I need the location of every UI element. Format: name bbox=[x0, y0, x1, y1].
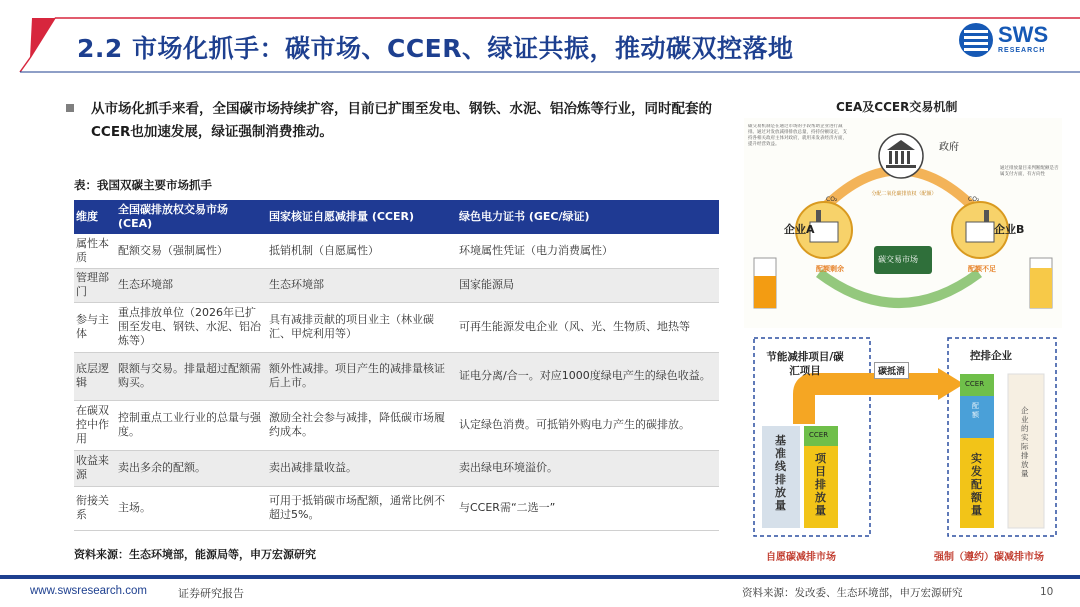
table-row bbox=[74, 400, 719, 450]
diagram1-title: CEA及CCER交易机制 bbox=[836, 100, 958, 114]
government-building-icon bbox=[879, 134, 923, 178]
logo-subtext: RESEARCH bbox=[998, 47, 1046, 54]
company-a-label: 企业A bbox=[784, 223, 815, 236]
sws-logo bbox=[958, 20, 1058, 64]
company-b-label: 企业B bbox=[994, 223, 1025, 236]
table-caption: 表：我国双碳主要市场抓手 bbox=[74, 178, 212, 192]
cell-gec: 证电分离/合一。对应1000度绿电产生的绿色收益。 bbox=[457, 352, 719, 400]
logo-text: SWS bbox=[998, 22, 1049, 47]
cell-cea: 限额与交易。排量超过配额需购买。 bbox=[116, 352, 267, 400]
header-ccer: 国家核证自愿减排量 (CCER) bbox=[267, 200, 457, 234]
page-title: 2.2 市场化抓手：碳市场、CCER、绿证共振，推动碳双控落地 bbox=[77, 34, 794, 63]
gov-label: 政府 bbox=[939, 142, 959, 153]
actual-emission-label: 企业的实际排放量 bbox=[1021, 406, 1029, 478]
gauge-right-fill bbox=[1030, 268, 1052, 308]
cell-gec: 环境属性凭证（电力消费属性） bbox=[457, 234, 719, 268]
title-left-line bbox=[20, 58, 30, 72]
allocate-label: 分配二氧化碳排放权（配额） bbox=[871, 191, 937, 197]
header-cea: 全国碳排放权交易市场 (CEA) bbox=[116, 200, 267, 234]
footer-source: 资料来源：发改委、生态环境部，申万宏源研究 bbox=[742, 587, 963, 599]
footer-report-type: 证券研究报告 bbox=[178, 587, 244, 600]
table-header-row bbox=[74, 200, 719, 234]
note-left: 碳交易机制是在通过市场的手段帮助企业进行减排。通过对发放减排排放总量，持持份额设定，支持各相关政府主体对政府，就用来发表经济方面，提升经营效益。 bbox=[748, 124, 847, 147]
shortage-label: 配额不足 bbox=[968, 265, 996, 273]
title-bar bbox=[0, 0, 1080, 86]
ccer-label-left: CCER bbox=[809, 431, 829, 439]
ccer-label-right: CCER bbox=[965, 380, 985, 388]
mandatory-market-label: 强制（遵约）碳减排市场 bbox=[934, 552, 1044, 563]
cell-cea: 重点排放单位（2026年已扩围至发电、钢铁、水泥、铝冶炼等） bbox=[116, 302, 267, 352]
cell-ccer: 激励全社会参与减排，降低碳市场履约成本。 bbox=[267, 400, 457, 450]
header-dimension: 维度 bbox=[74, 200, 116, 234]
bullet-text: 从市场化抓手来看，全国碳市场持续扩容，目前已扩围至发电、钢铁、水泥、铝冶炼等行业，同时配套的CCER也加速发展，绿证强制消费推动。 bbox=[91, 101, 712, 140]
right-box-title: 控排企业 bbox=[970, 350, 1012, 362]
market-table bbox=[74, 200, 719, 531]
sws-logo-icon bbox=[958, 20, 994, 60]
cell-gec: 与CCER需“二选一” bbox=[457, 486, 719, 530]
cell-cea: 卖出多余的配额。 bbox=[116, 450, 267, 486]
bullet-point bbox=[66, 98, 736, 144]
cell-dimension: 底层逻辑 bbox=[74, 352, 116, 400]
cell-cea: 生态环境部 bbox=[116, 268, 267, 302]
actual-quota-label: 实发配额量 bbox=[971, 452, 982, 517]
voluntary-market-label: 自愿碳减排市场 bbox=[766, 552, 836, 563]
cell-cea: 控制重点工业行业的总量与强度。 bbox=[116, 400, 267, 450]
offset-arrow bbox=[804, 384, 942, 424]
arrow-label: 碳抵消 bbox=[874, 362, 909, 379]
cell-dimension: 在碳双控中作用 bbox=[74, 400, 116, 450]
market-label: 碳交易市场 bbox=[878, 255, 918, 264]
cea-ccer-diagram bbox=[744, 118, 1062, 328]
cell-ccer: 可用于抵销碳市场配额，通常比例不超过5%。 bbox=[267, 486, 457, 530]
page-number: 10 bbox=[1040, 586, 1054, 598]
table-row bbox=[74, 268, 719, 302]
cell-dimension: 属性本质 bbox=[74, 234, 116, 268]
table-row bbox=[74, 450, 719, 486]
cell-gec: 国家能源局 bbox=[457, 268, 719, 302]
cell-dimension: 管理部门 bbox=[74, 268, 116, 302]
cell-ccer: 额外性减排。项目产生的减排量核证后上市。 bbox=[267, 352, 457, 400]
cell-cea: 配额交易（强制属性） bbox=[116, 234, 267, 268]
note-right: 通过排放量目来判断配额是否属支付方面，有方向性 bbox=[1000, 166, 1059, 177]
cell-ccer: 具有减排贡献的项目业主（林业碳汇、甲烷利用等） bbox=[267, 302, 457, 352]
quota-label: 配额 bbox=[972, 402, 979, 419]
header-gec: 绿色电力证书 (GEC/绿证) bbox=[457, 200, 719, 234]
cell-gec: 认定绿色消费。可抵销外购电力产生的碳排放。 bbox=[457, 400, 719, 450]
surplus-label: 配额剩余 bbox=[816, 265, 844, 273]
cell-dimension: 衔接关系 bbox=[74, 486, 116, 530]
trade-arc bbox=[819, 273, 979, 303]
gauge-left-fill bbox=[754, 276, 776, 308]
table-row bbox=[74, 352, 719, 400]
cell-gec: 卖出绿电环境溢价。 bbox=[457, 450, 719, 486]
cell-gec: 可再生能源发电企业（风、光、生物质、地热等 bbox=[457, 302, 719, 352]
table-row bbox=[74, 234, 719, 268]
baseline-label: 基准线排放量 bbox=[775, 434, 786, 512]
bullet-square-icon bbox=[66, 104, 74, 112]
footer-divider bbox=[0, 575, 1080, 579]
table-row bbox=[74, 486, 719, 530]
left-box-title: 节能减排项目/碳汇项目 bbox=[766, 351, 844, 377]
cell-dimension: 参与主体 bbox=[74, 302, 116, 352]
cell-dimension: 收益来源 bbox=[74, 450, 116, 486]
offset-diagram bbox=[742, 334, 1062, 566]
table-row bbox=[74, 302, 719, 352]
table-source: 资料来源：生态环境部，能源局等，申万宏源研究 bbox=[74, 548, 316, 561]
co2-label-b: CO₂ bbox=[968, 196, 980, 203]
project-label: 项目排放量 bbox=[815, 452, 826, 517]
cell-cea: 主场。 bbox=[116, 486, 267, 530]
cell-ccer: 卖出减排量收益。 bbox=[267, 450, 457, 486]
cell-ccer: 生态环境部 bbox=[267, 268, 457, 302]
footer-url-link[interactable]: www.swsresearch.com bbox=[30, 585, 147, 597]
co2-label-a: CO₂ bbox=[826, 196, 838, 203]
cell-ccer: 抵销机制（自愿属性） bbox=[267, 234, 457, 268]
